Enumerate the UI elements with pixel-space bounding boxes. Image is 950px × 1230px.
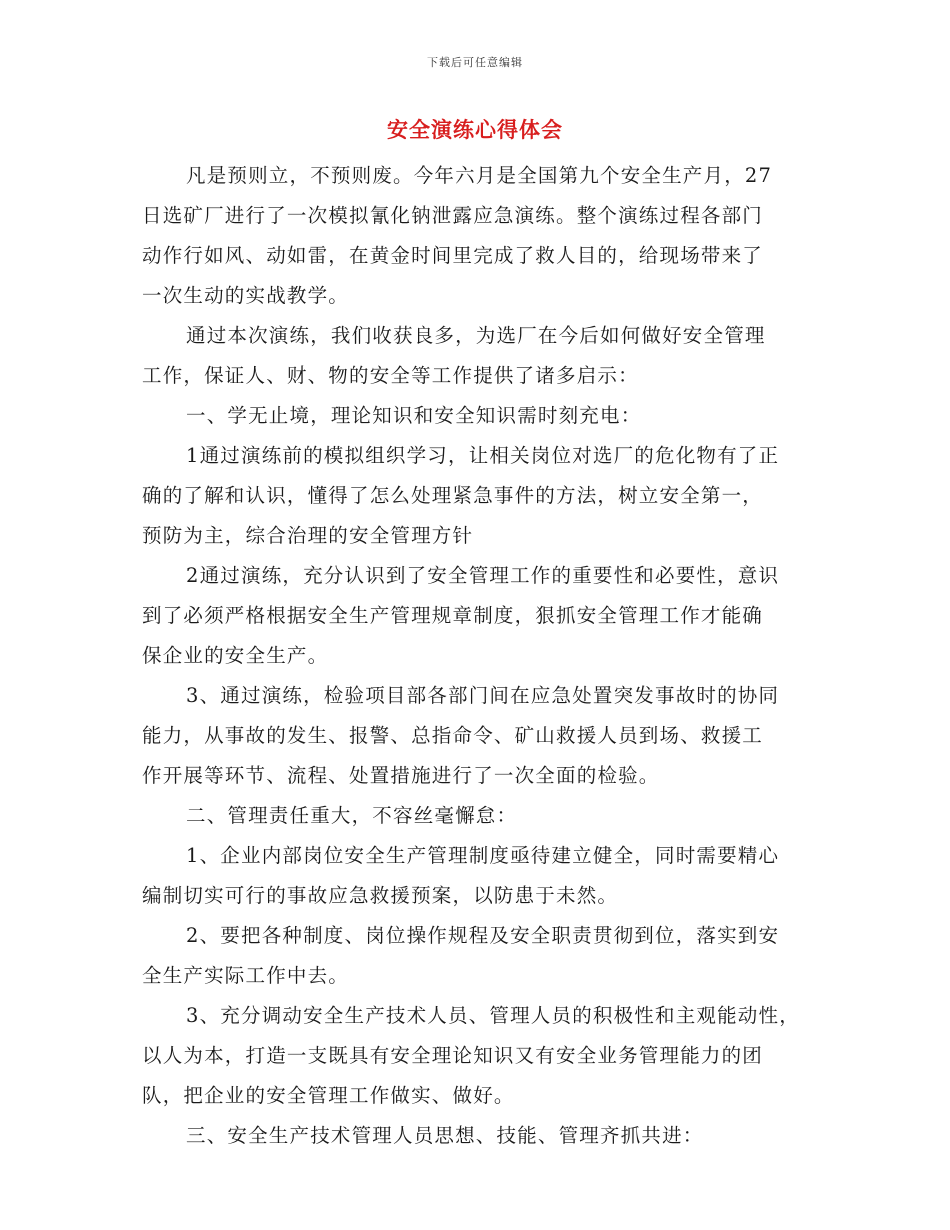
body-text-line: 3、通过演练，检验项目部各部门间在应急处置突发事故时的协同 [186,684,780,707]
body-text-line: 凡是预则立，不预则废。今年六月是全国第九个安全生产月，27 [186,164,773,187]
body-text-line: 编制切实可行的事故应急救援预案，以防患于未然。 [142,884,619,907]
body-text-line: 预防为主，综合治理的安全管理方针 [142,524,474,547]
body-text-line: 2、要把各种制度、岗位操作规程及安全职责贯彻到位，落实到安 [186,924,780,947]
body-text-line: 全生产实际工作中去。 [142,964,350,987]
body-text-line: 一、学无止境，理论知识和安全知识需时刻充电： [186,404,642,427]
body-text-line: 作开展等环节、流程、处置措施进行了一次全面的检验。 [142,764,660,787]
body-text-line: 队，把企业的安全管理工作做实、做好。 [142,1084,515,1107]
body-text-line: 2通过演练，充分认识到了安全管理工作的重要性和必要性，意识 [186,564,780,587]
body-text-line: 通过本次演练，我们收获良多，为选厂在今后如何做好安全管理 [186,324,766,347]
body-text-line: 三、安全生产技术管理人员思想、技能、管理齐抓共进： [186,1124,704,1147]
body-text-line: 一次生动的实战教学。 [142,284,350,307]
body-text-line: 日选矿厂进行了一次模拟氰化钠泄露应急演练。整个演练过程各部门 [142,204,764,227]
page-header-note: 下载后可任意编辑 [427,56,523,69]
body-text-line: 1通过演练前的模拟组织学习，让相关岗位对选厂的危化物有了正 [186,444,780,467]
body-text-line: 二、管理责任重大，不容丝毫懈怠： [186,804,518,827]
body-text-line: 确的了解和认识，懂得了怎么处理紧急事件的方法，树立安全第一， [142,484,764,507]
document-body [142,156,822,1156]
body-text-line: 能力，从事故的发生、报警、总指命令、矿山救援人员到场、救援工 [142,724,764,747]
body-text-line: 3、充分调动安全生产技术人员、管理人员的积极性和主观能动性， [186,1004,800,1027]
body-text-line: 1、企业内部岗位安全生产管理制度亟待建立健全，同时需要精心 [186,844,780,867]
body-text-line: 以人为本，打造一支既具有安全理论知识又有安全业务管理能力的团 [142,1044,764,1067]
body-text-line: 动作行如风、动如雷，在黄金时间里完成了救人目的，给现场带来了 [142,244,764,267]
body-text-line: 到了必须严格根据安全生产管理规章制度，狠抓安全管理工作才能确 [142,604,764,627]
document-title: 安全演练心得体会 [387,117,563,142]
body-text-line: 保企业的安全生产。 [142,644,329,667]
body-text-line: 工作，保证人、财、物的安全等工作提供了诸多启示： [142,364,639,387]
